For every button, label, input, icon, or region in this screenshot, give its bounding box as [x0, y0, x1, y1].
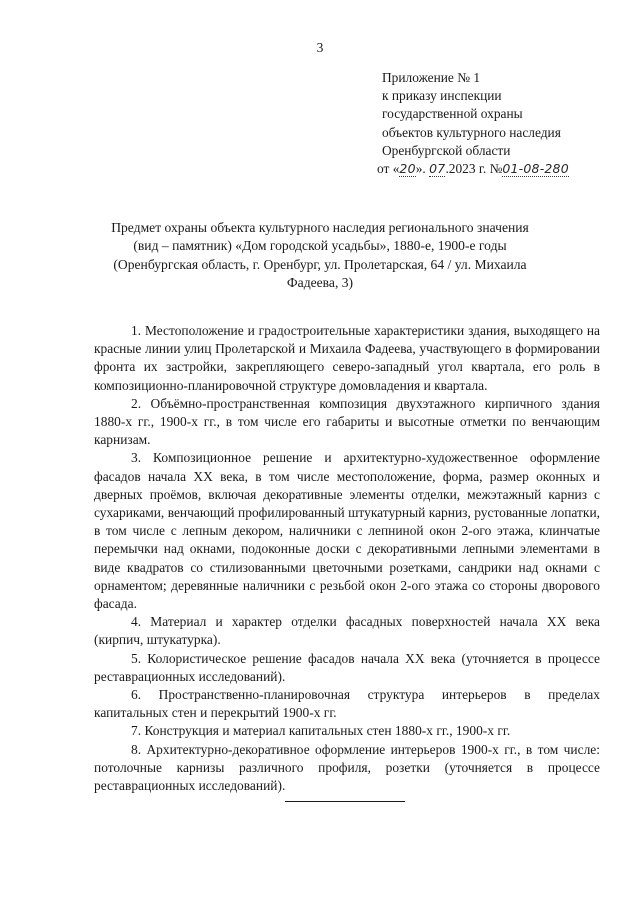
handwritten-order-number: 01-08-280	[502, 161, 569, 177]
title-line-1: Предмет охраны объекта культурного наследия регионального значения	[111, 220, 529, 235]
appendix-line-5: Оренбургской области	[382, 142, 511, 158]
handwritten-month: 07	[429, 161, 446, 177]
protection-item-8: 8. Архитектурно-декоративное оформление интерьеров 1900-х гг., в том числе: потолочные карнизы различного профиля, розетки (уточняется в процессе реставрационных исследований).	[94, 741, 600, 794]
appendix-header	[377, 69, 632, 178]
protection-item-6: 6. Пространственно-планировочная структура интерьеров в пределах капитальных стен и перекрытий 1900-х гг.	[94, 687, 600, 721]
protection-item-3: 3. Композиционное решение и архитектурно-художественное оформление фасадов начала XX века, в том числе местоположение, форма, размер оконных и дверных проёмов, включая декоративные элементы отделки, межэтажный карниз с сухариками, венчающий профилированный штукатурный карниз, рустованные лопатки, в том числе с лепным декором, наличники с лепниной окон 2-ого этажа, клинчатые перемычки над окнами, подоконные доски с декоративными лепными элементами в виде квадратов со стилизованными цветочными розетками, сандрики над окнами с орнаментом; деревянные наличники с резьбой окон 2-ого этажа со стороны дворового фасада.	[94, 450, 600, 612]
protection-item-5: 5. Колористическое решение фасадов начала XX века (уточняется в процессе реставрационных исследований).	[94, 650, 600, 684]
date-prefix: от «	[377, 161, 400, 177]
title-line-3: (Оренбургская область, г. Оренбург, ул. Пролетарская, 64 / ул. Михаила	[113, 256, 527, 272]
closing-divider	[285, 801, 405, 802]
protection-items-list	[94, 322, 600, 795]
appendix-title: Приложение № 1	[382, 70, 481, 85]
appendix-line-4: объектов культурного наследия	[382, 124, 561, 140]
document-title	[100, 219, 540, 292]
protection-item-7: 7. Конструкция и материал капитальных стен 1880-х гг., 1900-х гг.	[131, 723, 511, 739]
date-year: .2023 г. №	[445, 161, 503, 177]
protection-item-2: 2. Объёмно-пространственная композиция двухэтажного кирпичного здания 1880-х гг., 1900-х гг., в том числе его габариты и высотные отметки по венчающим карнизам.	[94, 395, 600, 448]
page-number: 3	[316, 40, 324, 55]
handwritten-day: 20	[399, 161, 416, 177]
appendix-line-3: государственной охраны	[382, 106, 523, 122]
date-separator: ».	[415, 161, 430, 177]
protection-item-1: 1. Местоположение и градостроительные характеристики здания, выходящего на красные линии улиц Пролетарской и Михаила Фадеева, участвующего в формировании фронта их застройки, закрепляющего северо-западный угол квартала, его роль в композиционно-планировочной структуре домовладения и квартала.	[94, 323, 600, 393]
protection-item-4: 4. Материал и характер отделки фасадных поверхностей начала XX века (кирпич, штукатурка).	[94, 614, 600, 648]
title-line-4: Фадеева, 3)	[286, 274, 354, 290]
title-line-2: (вид – памятник) «Дом городской усадьбы», 1880-е, 1900-е годы	[133, 238, 507, 254]
appendix-line-2: к приказу инспекции	[382, 88, 502, 104]
order-date-line	[377, 160, 632, 178]
